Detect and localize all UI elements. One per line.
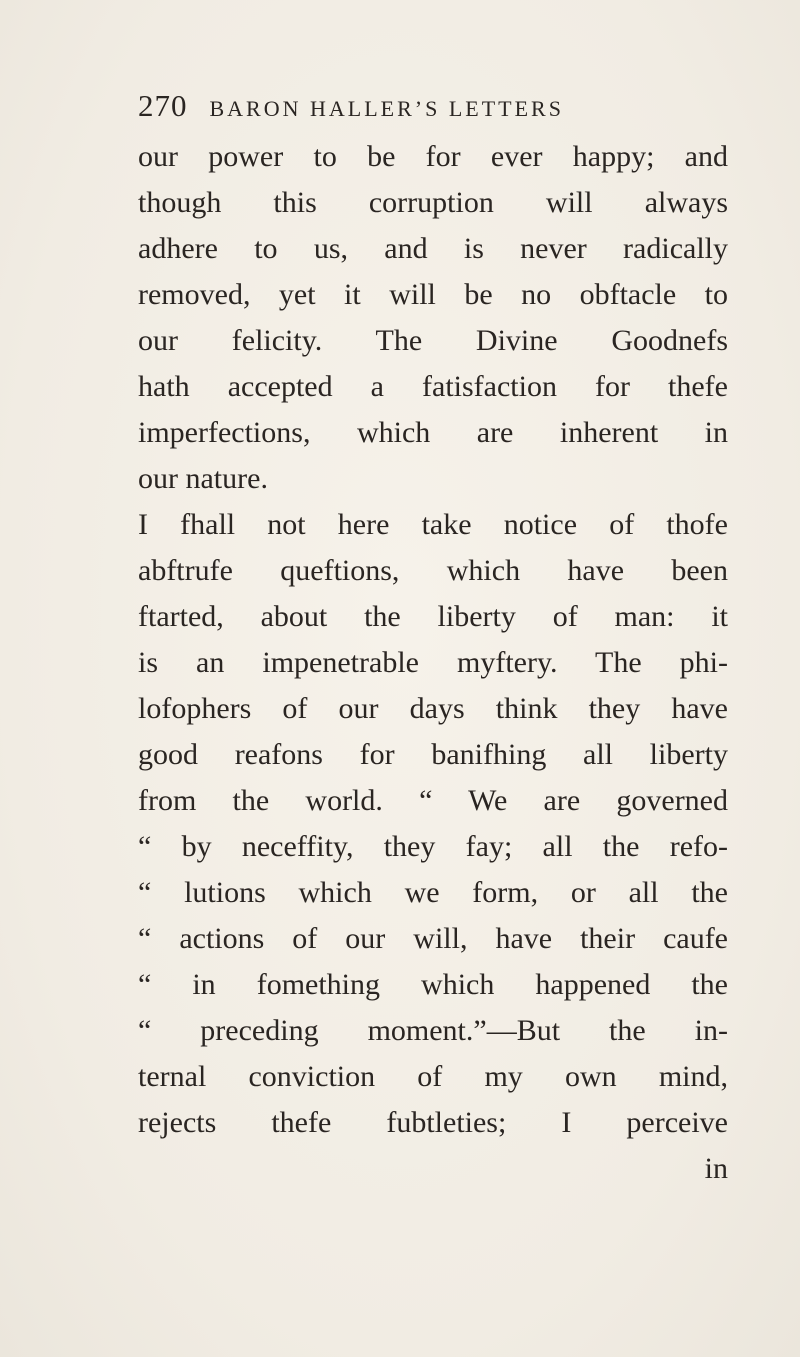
text-line: “ lutions which we form, or all the	[138, 876, 728, 909]
text-line: though this corruption will always	[138, 186, 728, 219]
text-line: abftrufe queftions, which have been	[138, 554, 728, 587]
page-number: 270	[138, 88, 188, 123]
text-line: our felicity. The Divine Goodnefs	[138, 324, 728, 357]
text-line: “ in fomething which happened the	[138, 968, 728, 1001]
running-head: BARON HALLER’S LETTERS	[209, 96, 564, 121]
text-line: our nature.	[138, 462, 268, 495]
text-line: our power to be for ever happy; and	[138, 140, 728, 173]
text-line: “ preceding moment.”—But the in-	[138, 1014, 728, 1047]
text-line: removed, yet it will be no obftacle to	[138, 278, 728, 311]
text-line: ternal conviction of my own mind,	[138, 1060, 728, 1093]
text-line: good reafons for banifhing all liberty	[138, 738, 728, 771]
text-line: ftarted, about the liberty of man: it	[138, 600, 728, 633]
text-line: “ by neceffity, they fay; all the refo-	[138, 830, 728, 863]
text-line: is an impenetrable myftery. The phi-	[138, 646, 728, 679]
page-header	[138, 88, 564, 128]
text-line: hath accepted a fatisfaction for thefe	[138, 370, 728, 403]
text-line: adhere to us, and is never radically	[138, 232, 728, 265]
text-line: imperfections, which are inherent in	[138, 416, 728, 449]
body-text	[138, 134, 728, 1192]
text-line: rejects thefe fubtleties; I perceive	[138, 1106, 728, 1139]
text-line: from the world. “ We are governed	[138, 784, 728, 817]
text-line: lofophers of our days think they have	[138, 692, 728, 725]
text-line: “ actions of our will, have their caufe	[138, 922, 728, 955]
text-line: I fhall not here take notice of thofe	[138, 508, 728, 541]
catchword: in	[704, 1152, 728, 1185]
